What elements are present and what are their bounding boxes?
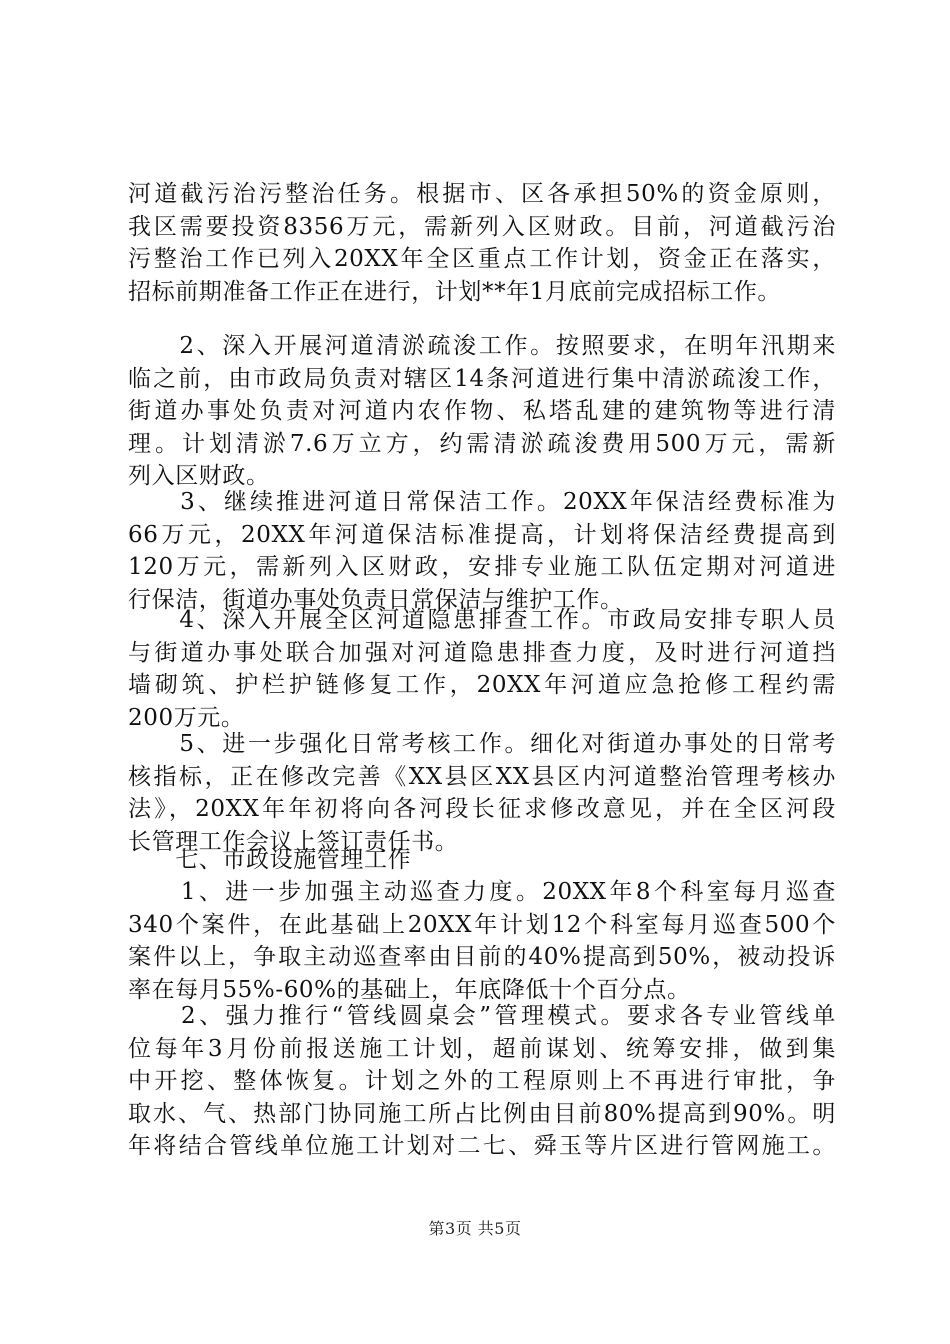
paragraph-patrol: [128, 876, 836, 1006]
text-line: 核指标，正在修改完善《XX县区XX县区内河道整治管理考核办: [128, 763, 836, 790]
text-line: 5、进一步强化日常考核工作。细化对街道办事处的日常考: [128, 731, 836, 757]
paragraph-pipeline-roundtable: [128, 1000, 836, 1163]
text-line: 与街道办事处联合加强对河道隐患排查力度，及时进行河道挡: [128, 639, 836, 666]
text-line: 位每年3月份前报送施工计划，超前谋划、统筹安排，做到集: [128, 1035, 836, 1062]
text-line: 招标前期准备工作正在进行，计划**年1月底前完成招标工作。: [128, 278, 782, 305]
section-heading: 七、市政设施管理工作: [128, 847, 412, 873]
text-line: 120万元，需新列入区财政，安排专业施工队伍定期对河道进: [128, 554, 836, 581]
text-line: 取水、气、热部门协同施工所占比例由目前80%提高到90%。明: [128, 1100, 836, 1127]
text-line: 临之前，由市政局负责对辖区14条河道进行集中清淤疏浚工作，: [128, 365, 836, 392]
paragraph-cleaning: [128, 486, 836, 616]
page-number-footer: 第3页 共5页: [428, 1219, 522, 1238]
text-line: 行保洁，街道办事处负责日常保洁与维护工作。: [128, 586, 624, 613]
text-line: 理。计划清淤7.6万立方，约需清淤疏浚费用500万元，需新: [128, 430, 836, 457]
text-line: 3、继续推进河道日常保洁工作。20XX年保洁经费标准为: [128, 489, 836, 515]
paragraph-river-pollution-continued: [128, 178, 836, 308]
text-line: 4、深入开展全区河道隐患排查工作。市政局安排专职人员: [128, 607, 836, 633]
paragraph-dredging: [128, 330, 836, 493]
text-line: 长管理工作会议上签订责任书。: [128, 828, 459, 855]
text-line: 墙砌筑、护栏护链修复工作，20XX年河道应急抢修工程约需: [128, 672, 836, 699]
text-line: 河道截污治污整治任务。根据市、区各承担50%的资金原则，: [128, 181, 836, 207]
text-line: 2、深入开展河道清淤疏浚工作。按照要求，在明年汛期来: [128, 333, 836, 359]
text-line: 1、进一步加强主动巡查力度。20XX年8个科室每月巡查: [128, 879, 836, 905]
text-line: 案件以上，争取主动巡查率由目前的40%提高到50%，被动投诉: [128, 944, 836, 971]
text-line: 66万元，20XX年河道保洁标准提高，计划将保洁经费提高到: [128, 521, 836, 548]
text-line: 中开挖、整体恢复。计划之外的工程原则上不再进行审批，争: [128, 1068, 836, 1095]
paragraph-assessment: [128, 728, 836, 858]
text-line: 法》，20XX年年初将向各河段长征求修改意见，并在全区河段: [128, 796, 836, 823]
section-heading-municipal-facilities: [128, 844, 836, 877]
text-line: 率在每月55%-60%的基础上，年底降低十个百分点。: [128, 976, 691, 1003]
text-line: 2、强力推行“管线圆桌会”管理模式。要求各专业管线单: [128, 1003, 836, 1029]
text-line: 街道办事处负责对河道内农作物、私塔乱建的建筑物等进行清: [128, 398, 836, 425]
text-line: 污整治工作已列入20XX年全区重点工作计划，资金正在落实，: [128, 246, 836, 273]
paragraph-hazard-inspection: [128, 604, 836, 734]
text-line: 200万元。: [128, 704, 245, 731]
text-line: 340个案件，在此基础上20XX年计划12个科室每月巡查500个: [128, 911, 836, 938]
text-line: 年将结合管线单位施工计划对二七、舜玉等片区进行管网施工。: [128, 1133, 836, 1160]
text-line: 我区需要投资8356万元，需新列入区财政。目前，河道截污治: [128, 213, 836, 240]
text-line: 列入区财政。: [128, 463, 270, 490]
